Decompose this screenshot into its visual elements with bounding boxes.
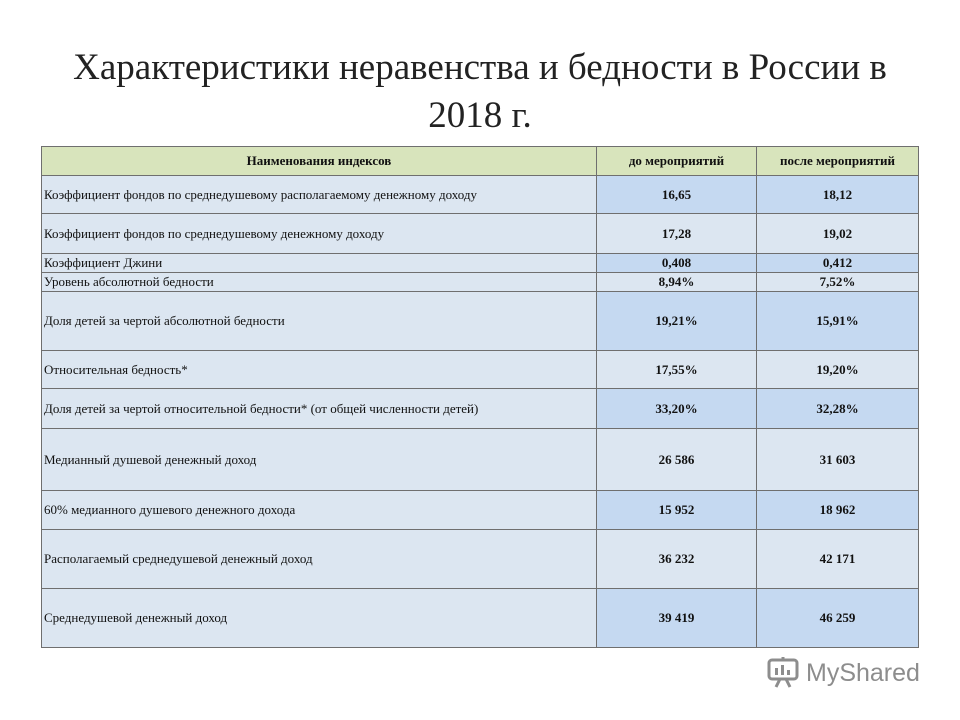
row-index-name: Располагаемый среднедушевой денежный доход — [42, 530, 597, 589]
table-row — [42, 589, 919, 648]
row-value-before: 19,21% — [597, 292, 757, 351]
table-row — [42, 429, 919, 491]
presentation-board-icon — [766, 656, 800, 690]
row-value-after: 0,412 — [757, 254, 919, 273]
row-value-after: 19,02 — [757, 214, 919, 254]
row-value-before: 17,28 — [597, 214, 757, 254]
row-value-before: 0,408 — [597, 254, 757, 273]
slide-title: Характеристики неравенства и бедности в России в 2018 г. — [73, 47, 887, 136]
row-index-name: Коэффициент фондов по среднедушевому располагаемому денежному доходу — [42, 176, 597, 214]
row-index-name: Доля детей за чертой абсолютной бедности — [42, 292, 597, 351]
row-index-name: Коэффициент Джини — [42, 254, 597, 273]
table-header-row — [42, 147, 919, 176]
row-value-after: 18 962 — [757, 491, 919, 530]
row-value-before: 39 419 — [597, 589, 757, 648]
table-row — [42, 273, 919, 292]
row-index-name: Среднедушевой денежный доход — [42, 589, 597, 648]
row-value-after: 19,20% — [757, 351, 919, 389]
row-index-name: Медианный душевой денежный доход — [42, 429, 597, 491]
row-value-before: 36 232 — [597, 530, 757, 589]
indices-table — [41, 146, 919, 648]
header-index-names: Наименования индексов — [42, 147, 597, 176]
row-index-name: Уровень абсолютной бедности — [42, 273, 597, 292]
row-value-before: 26 586 — [597, 429, 757, 491]
row-value-before: 15 952 — [597, 491, 757, 530]
row-value-after: 31 603 — [757, 429, 919, 491]
row-index-name: Доля детей за чертой относительной бедности* (от общей численности детей) — [42, 389, 597, 429]
row-index-name: 60% медианного душевого денежного дохода — [42, 491, 597, 530]
row-value-before: 16,65 — [597, 176, 757, 214]
row-value-after: 46 259 — [757, 589, 919, 648]
table-row — [42, 351, 919, 389]
row-value-before: 8,94% — [597, 273, 757, 292]
row-value-after: 32,28% — [757, 389, 919, 429]
watermark-text: MyShared — [806, 658, 920, 687]
table-row — [42, 254, 919, 273]
table-row — [42, 292, 919, 351]
row-index-name: Коэффициент фондов по среднедушевому денежному доходу — [42, 214, 597, 254]
row-value-before: 17,55% — [597, 351, 757, 389]
row-value-after: 18,12 — [757, 176, 919, 214]
row-value-after: 15,91% — [757, 292, 919, 351]
row-index-name: Относительная бедность* — [42, 351, 597, 389]
table-row — [42, 214, 919, 254]
row-value-after: 42 171 — [757, 530, 919, 589]
row-value-before: 33,20% — [597, 389, 757, 429]
myshared-watermark — [766, 656, 920, 690]
table-row — [42, 176, 919, 214]
table-row — [42, 389, 919, 429]
header-after: после мероприятий — [757, 147, 919, 176]
header-before: до мероприятий — [597, 147, 757, 176]
table-row — [42, 530, 919, 589]
row-value-after: 7,52% — [757, 273, 919, 292]
table-row — [42, 491, 919, 530]
